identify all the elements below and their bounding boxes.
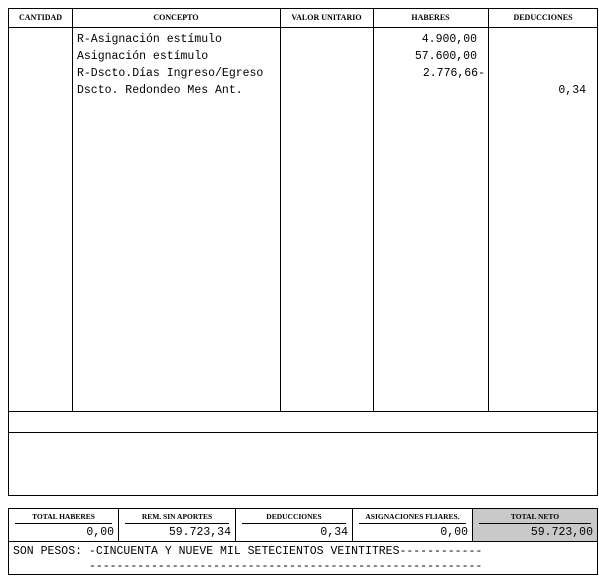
- son-pesos-label: SON PESOS:: [13, 545, 83, 558]
- row-deducciones: 0,34: [558, 84, 586, 97]
- items-table: [8, 8, 598, 412]
- header-haberes: HABERES: [411, 13, 450, 22]
- totals-table: [8, 508, 598, 542]
- asignaciones-value: 0,00: [440, 526, 468, 539]
- total-haberes-cell: [9, 509, 119, 541]
- header-valor-unitario: VALOR UNITARIO: [291, 13, 362, 22]
- son-pesos-line2: [13, 560, 482, 573]
- row-concepto: Dscto. Redondeo Mes Ant.: [77, 84, 243, 97]
- table-header: [9, 9, 597, 28]
- son-pesos-text-cont: ---------------------------------------------------------: [88, 560, 483, 573]
- column-divider: [373, 9, 374, 411]
- rem-sin-aportes-value: 59.723,34: [168, 526, 231, 539]
- column-divider: [488, 9, 489, 411]
- rem-sin-aportes-cell: [119, 509, 236, 541]
- son-pesos-line1: [13, 545, 482, 558]
- total-neto-cell: [473, 509, 597, 541]
- row-haberes: 57.600,00: [414, 50, 477, 63]
- blank-band: [8, 411, 598, 433]
- total-haberes-label: TOTAL HABERES: [32, 512, 95, 521]
- header-cantidad: CANTIDAD: [18, 13, 63, 22]
- deducciones-label: DEDUCCIONES: [266, 512, 322, 521]
- header-deducciones: DEDUCCIONES: [513, 13, 573, 22]
- rem-sin-aportes-label: REM. SIN APORTES: [141, 512, 213, 521]
- row-haberes: 4.900,00: [421, 33, 477, 46]
- blank-area: [8, 432, 598, 496]
- deducciones-value: 0,34: [320, 526, 348, 539]
- deducciones-cell: [236, 509, 353, 541]
- row-concepto: R-Asignación estímulo: [77, 33, 222, 46]
- row-concepto: Asignación estímulo: [77, 50, 209, 63]
- total-neto-label: TOTAL NETO: [510, 512, 560, 521]
- asignaciones-label: ASIGNACIONES FLIARES.: [365, 512, 460, 521]
- column-divider: [280, 9, 281, 411]
- header-concepto: CONCEPTO: [153, 13, 199, 22]
- column-divider: [72, 9, 73, 411]
- row-concepto: R-Dscto.Días Ingreso/Egreso: [77, 67, 264, 80]
- son-pesos-text: -CINCUENTA Y NUEVE MIL SETECIENTOS VEINTITRES------------: [88, 545, 483, 558]
- asignaciones-cell: [353, 509, 473, 541]
- row-haberes: 2.776,66-: [422, 67, 485, 80]
- total-neto-value: 59.723,00: [530, 526, 593, 539]
- total-haberes-value: 0,00: [86, 526, 114, 539]
- son-pesos-box: [8, 541, 598, 575]
